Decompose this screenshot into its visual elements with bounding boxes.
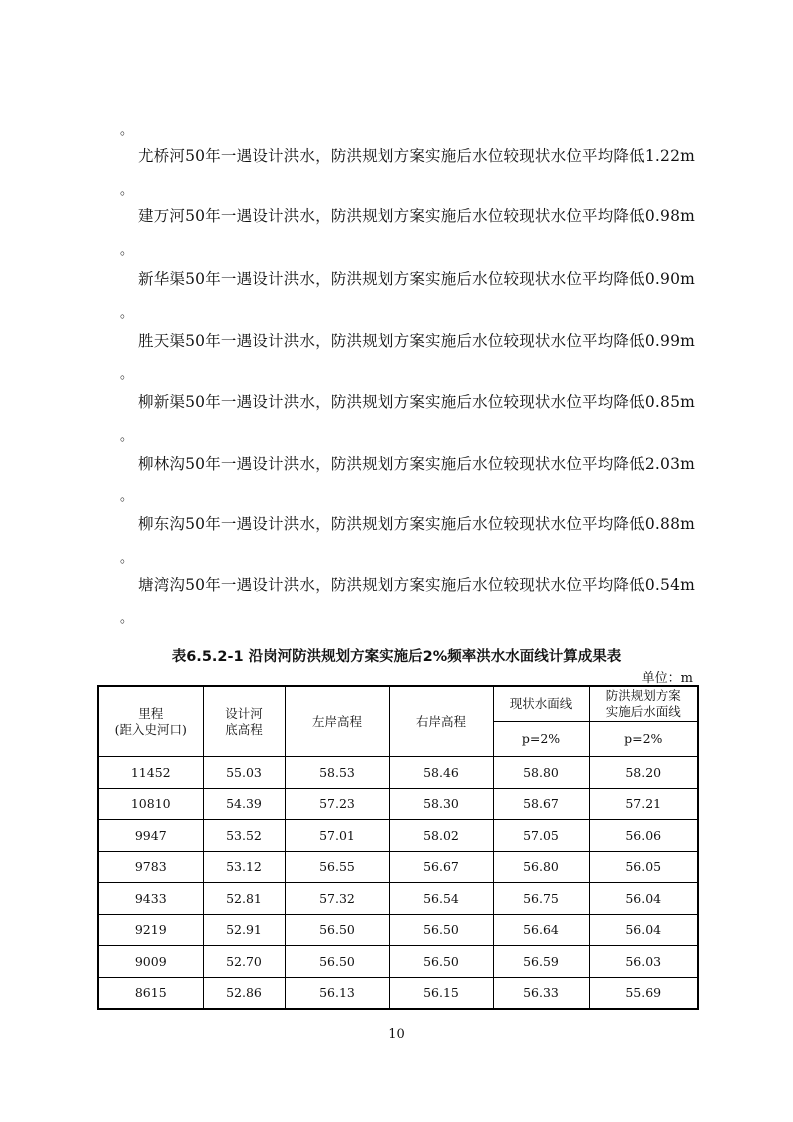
bed-elevation-cell: 52.70 — [203, 946, 285, 978]
current-level-cell: 56.75 — [493, 883, 589, 915]
period-mark: 。 — [120, 183, 134, 198]
period-mark: 。 — [120, 243, 134, 258]
plan-level-cell: 57.21 — [589, 788, 698, 820]
period-mark: 。 — [120, 367, 134, 382]
paragraph: 尤桥河50年一遇设计洪水，防洪规划方案实施后水位较现状水位平均降低1.22m — [138, 147, 696, 165]
mileage-cell: 8615 — [98, 977, 203, 1009]
left-bank-cell: 56.50 — [285, 946, 389, 978]
paragraph: 建万河50年一遇设计洪水，防洪规划方案实施后水位较现状水位平均降低0.98m — [138, 207, 696, 225]
table-row — [98, 946, 698, 978]
plan-level-cell: 55.69 — [589, 977, 698, 1009]
bed-elevation-cell: 52.81 — [203, 883, 285, 915]
right-bank-cell: 56.54 — [389, 883, 493, 915]
plan-level-cell: 56.06 — [589, 820, 698, 852]
mileage-cell: 10810 — [98, 788, 203, 820]
table-row — [98, 883, 698, 915]
plan-level-cell: 56.04 — [589, 914, 698, 946]
period-mark: 。 — [120, 551, 134, 566]
table-row — [98, 788, 698, 820]
left-bank-cell: 57.23 — [285, 788, 389, 820]
right-bank-cell: 56.50 — [389, 914, 493, 946]
current-level-cell: 58.67 — [493, 788, 589, 820]
period-mark: 。 — [120, 429, 134, 444]
left-bank-cell: 57.32 — [285, 883, 389, 915]
right-bank-cell: 58.30 — [389, 788, 493, 820]
bed-elevation-cell: 52.86 — [203, 977, 285, 1009]
current-level-cell: 56.64 — [493, 914, 589, 946]
header-p-current: p=2% — [493, 722, 589, 757]
paragraph: 塘湾沟50年一遇设计洪水，防洪规划方案实施后水位较现状水位平均降低0.54m — [138, 576, 696, 594]
paragraph: 新华渠50年一遇设计洪水，防洪规划方案实施后水位较现状水位平均降低0.90m — [138, 270, 696, 288]
right-bank-cell: 56.50 — [389, 946, 493, 978]
table-title: 表6.5.2-1 沿岗河防洪规划方案实施后2%频率洪水水面线计算成果表 — [171, 649, 622, 665]
paragraph: 柳新渠50年一遇设计洪水，防洪规划方案实施后水位较现状水位平均降低0.85m — [138, 393, 696, 411]
bed-elevation-cell: 53.52 — [203, 820, 285, 852]
left-bank-cell: 58.53 — [285, 757, 389, 789]
page-number: 10 — [388, 1027, 405, 1042]
header-left-bank: 左岸高程 — [285, 686, 389, 757]
right-bank-cell: 58.02 — [389, 820, 493, 852]
mileage-cell: 9433 — [98, 883, 203, 915]
left-bank-cell: 56.13 — [285, 977, 389, 1009]
current-level-cell: 56.59 — [493, 946, 589, 978]
current-level-cell: 56.33 — [493, 977, 589, 1009]
plan-level-cell: 58.20 — [589, 757, 698, 789]
period-mark: 。 — [120, 611, 134, 626]
bed-elevation-cell: 52.91 — [203, 914, 285, 946]
table-row — [98, 820, 698, 852]
left-bank-cell: 56.50 — [285, 914, 389, 946]
right-bank-cell: 58.46 — [389, 757, 493, 789]
period-mark: 。 — [120, 123, 134, 138]
mileage-cell: 9783 — [98, 851, 203, 883]
table-row — [98, 914, 698, 946]
header-current-level: 现状水面线 — [493, 686, 589, 722]
plan-level-cell: 56.05 — [589, 851, 698, 883]
header-bed-elevation: 设计河 底高程 — [203, 686, 285, 757]
right-bank-cell: 56.15 — [389, 977, 493, 1009]
mileage-cell: 11452 — [98, 757, 203, 789]
mileage-cell: 9219 — [98, 914, 203, 946]
mileage-cell: 9947 — [98, 820, 203, 852]
header-plan-level: 防洪规划方案 实施后水面线 — [589, 686, 698, 722]
bed-elevation-cell: 55.03 — [203, 757, 285, 789]
header-mileage: 里程 (距入史河口) — [98, 686, 203, 757]
mileage-cell: 9009 — [98, 946, 203, 978]
table-body — [98, 757, 698, 1010]
current-level-cell: 56.80 — [493, 851, 589, 883]
left-bank-cell: 56.55 — [285, 851, 389, 883]
paragraph: 柳林沟50年一遇设计洪水，防洪规划方案实施后水位较现状水位平均降低2.03m — [138, 455, 696, 473]
bed-elevation-cell: 53.12 — [203, 851, 285, 883]
period-mark: 。 — [120, 489, 134, 504]
table-unit: 单位：m — [641, 671, 693, 686]
header-right-bank: 右岸高程 — [389, 686, 493, 757]
left-bank-cell: 57.01 — [285, 820, 389, 852]
table-row — [98, 757, 698, 789]
bed-elevation-cell: 54.39 — [203, 788, 285, 820]
paragraph: 胜天渠50年一遇设计洪水，防洪规划方案实施后水位较现状水位平均降低0.99m — [138, 332, 696, 350]
right-bank-cell: 56.67 — [389, 851, 493, 883]
header-p-plan: p=2% — [589, 722, 698, 757]
plan-level-cell: 56.03 — [589, 946, 698, 978]
table-row — [98, 851, 698, 883]
current-level-cell: 58.80 — [493, 757, 589, 789]
period-mark: 。 — [120, 306, 134, 321]
current-level-cell: 57.05 — [493, 820, 589, 852]
plan-level-cell: 56.04 — [589, 883, 698, 915]
water-level-table — [97, 685, 699, 1010]
paragraph: 柳东沟50年一遇设计洪水，防洪规划方案实施后水位较现状水位平均降低0.88m — [138, 515, 696, 533]
table-row — [98, 977, 698, 1009]
